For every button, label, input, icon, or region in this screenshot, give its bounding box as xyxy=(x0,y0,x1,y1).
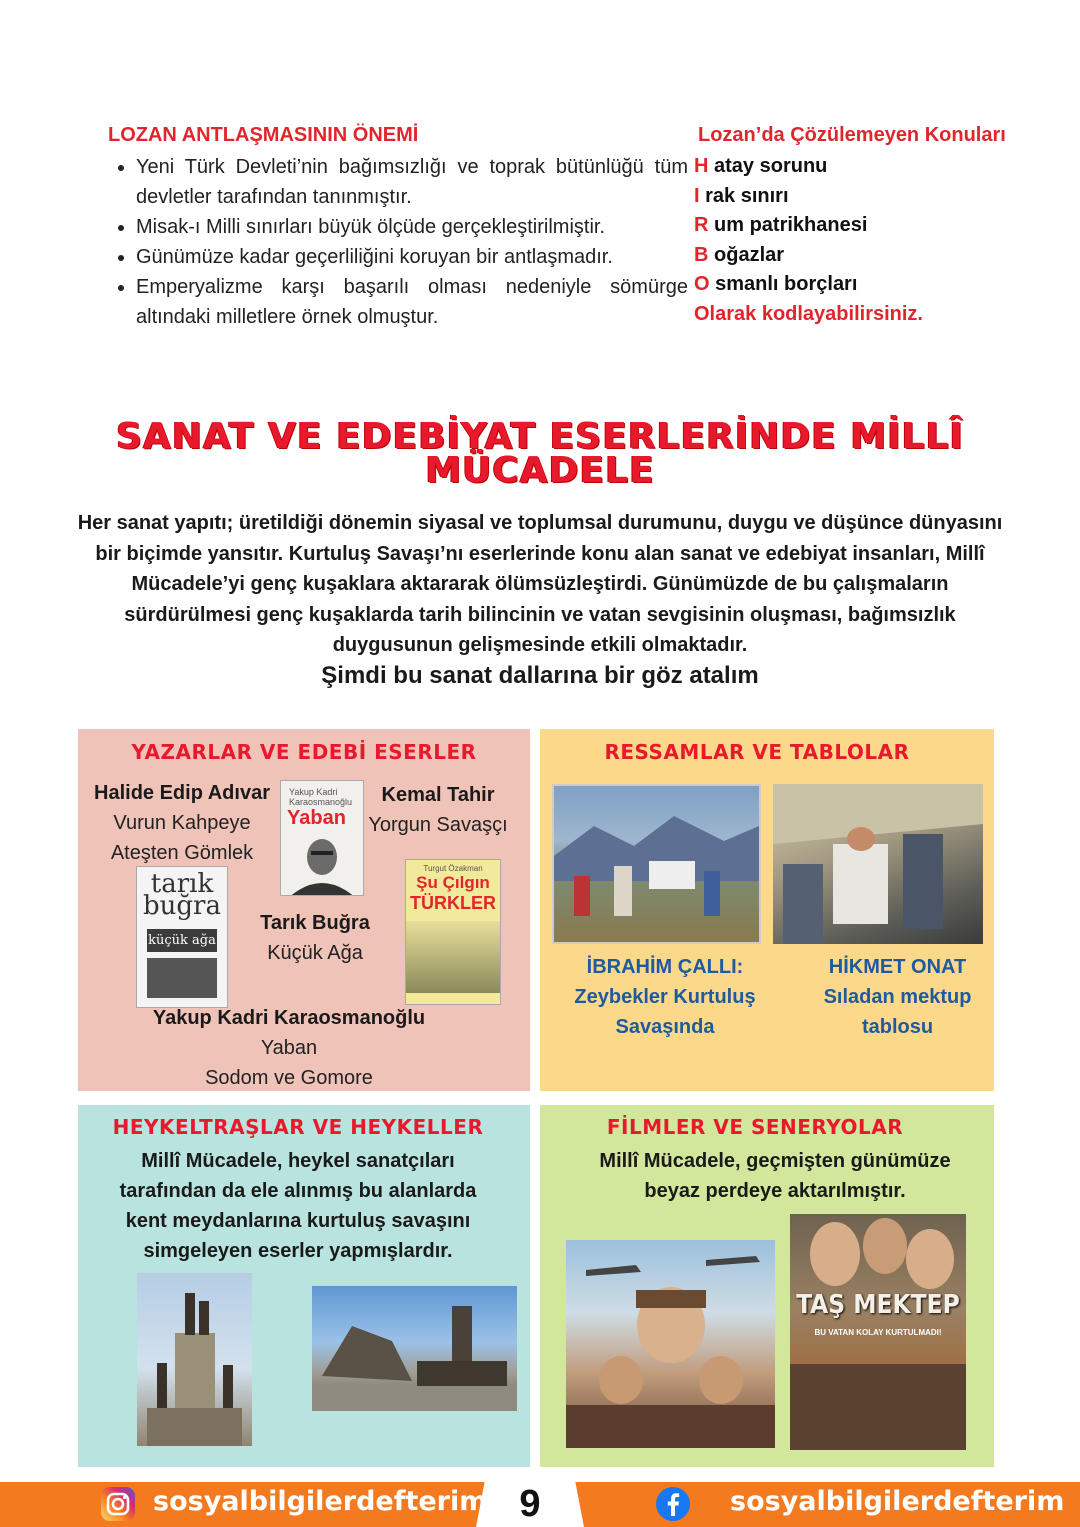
writer-tarik: Tarık Buğra Küçük Ağa xyxy=(260,912,370,964)
list-item: • Misak-ı Milli sınırları büyük ölçüde gerçekleştirilmiştir. xyxy=(136,212,688,242)
writers-title: YAZARLAR VE EDEBİ ESERLER xyxy=(131,740,477,764)
film-poster-tas-mektep xyxy=(790,1214,966,1450)
codes-title: Lozan’da Çözülemeyen Konuları xyxy=(698,124,1006,146)
section-title: SANAT VE EDEBİYAT ESERLERİNDE MİLLÎ MÜCADELE xyxy=(116,416,964,491)
siladan-mektup-painting xyxy=(773,784,983,944)
film-poster-pilot xyxy=(566,1240,775,1448)
sculptors-text: Millî Mücadele, heykel sanatçıları tarafından da ele alınmış bu alanlarda kent meydanlarına kurtuluş savaşını simgeleyen eserler yapmışlardır. xyxy=(119,1150,477,1262)
instagram-handle[interactable]: sosyalbilgilerdefterim xyxy=(153,1486,488,1517)
su-cilgin-turkler-book-cover: Turgut Özakman Şu Çılgın TÜRKLER xyxy=(405,859,501,1005)
code-item: I rak sınırı xyxy=(694,184,789,207)
writer-halide: Halide Edip Adıvar Vurun Kahpeye Ateşten Gömlek xyxy=(94,782,270,864)
page-number: 9 xyxy=(519,1483,541,1525)
list-item: • Yeni Türk Devleti’nin bağımsızlığı ve toprak bütünlüğü tüm devletler tarafından tanınmıştır. xyxy=(136,152,688,212)
section-subtitle: Şimdi bu sanat dallarına bir göz atalım xyxy=(321,662,759,689)
painter-onat: HİKMET ONAT Sıladan mektup tablosu xyxy=(823,956,972,1038)
code-item: R um patrikhanesi xyxy=(694,214,868,236)
painters-title: RESSAMLAR VE TABLOLAR xyxy=(604,740,910,764)
code-item: H atay sorunu xyxy=(694,155,828,177)
codes-footer: Olarak kodlayabilirsiniz. xyxy=(694,302,923,325)
writer-kemal: Kemal Tahir Yorgun Savaşçı xyxy=(368,784,508,836)
sculptors-title: HEYKELTRAŞLAR VE HEYKELLER xyxy=(112,1115,484,1139)
section-intro: Her sanat yapıtı; üretildiği dönemin siyasal ve toplumsal durumunu, duygu ve düşünce dünyasını bir biçimde yansıtır. Kurtuluş Savaşı’nı eserlerinde konu alan sanat ve edebiyat insanları, Millî Mücadele’yi genç kuşaklara aktararak ölümsüzleştirdi. Günümüzde de bu çalışmaların sürdürülmesi genç kuşaklarda tarih bilincinin ve vatan sevgisinin oluşması, bağımsızlık duygusunun gelişmesinde etkili olmaktadır. xyxy=(77,512,1003,657)
zeybekler-painting xyxy=(552,784,761,944)
painter-calli: İBRAHİM ÇALLI: Zeybekler Kurtuluş Savaşında xyxy=(574,956,756,1038)
kucuk-aga-book-cover: tarık buğra küçük ağa xyxy=(136,866,228,1008)
films-title: FİLMLER VE SENERYOLAR xyxy=(606,1115,904,1139)
monument-square-photo xyxy=(312,1286,517,1411)
lozan-title: LOZAN ANTLAŞMASININ ÖNEMİ xyxy=(108,124,419,146)
codes-list xyxy=(694,152,923,329)
list-item: • Emperyalizme karşı başarılı olması nedeniyle sömürge altındaki milletlere örnek olmuştur. xyxy=(136,272,688,332)
writer-yakup: Yakup Kadri Karaosmanoğlu Yaban Sodom ve Gomore xyxy=(152,1007,426,1089)
code-item: O smanlı borçları xyxy=(694,273,858,295)
victory-monument-photo xyxy=(137,1273,252,1446)
facebook-icon[interactable] xyxy=(655,1486,691,1522)
portrait-icon xyxy=(281,829,363,896)
list-item: • Günümüze kadar geçerliliğini koruyan bir antlaşmadır. xyxy=(136,242,688,272)
instagram-icon[interactable] xyxy=(100,1486,136,1522)
films-text: Millî Mücadele, geçmişten günümüze beyaz perdeye aktarılmıştır. xyxy=(599,1150,951,1202)
code-item: B oğazlar xyxy=(694,243,785,266)
lozan-list xyxy=(112,152,688,332)
film-poster-title: TAŞ MEKTEP xyxy=(796,1290,960,1320)
facebook-handle[interactable]: sosyalbilgilerdefterim xyxy=(730,1486,1065,1517)
film-poster-tagline: BU VATAN KOLAY KURTULMADI! xyxy=(814,1328,942,1337)
yaban-book-cover: Yakup Kadri Karaosmanoğlu Yaban xyxy=(280,780,364,896)
